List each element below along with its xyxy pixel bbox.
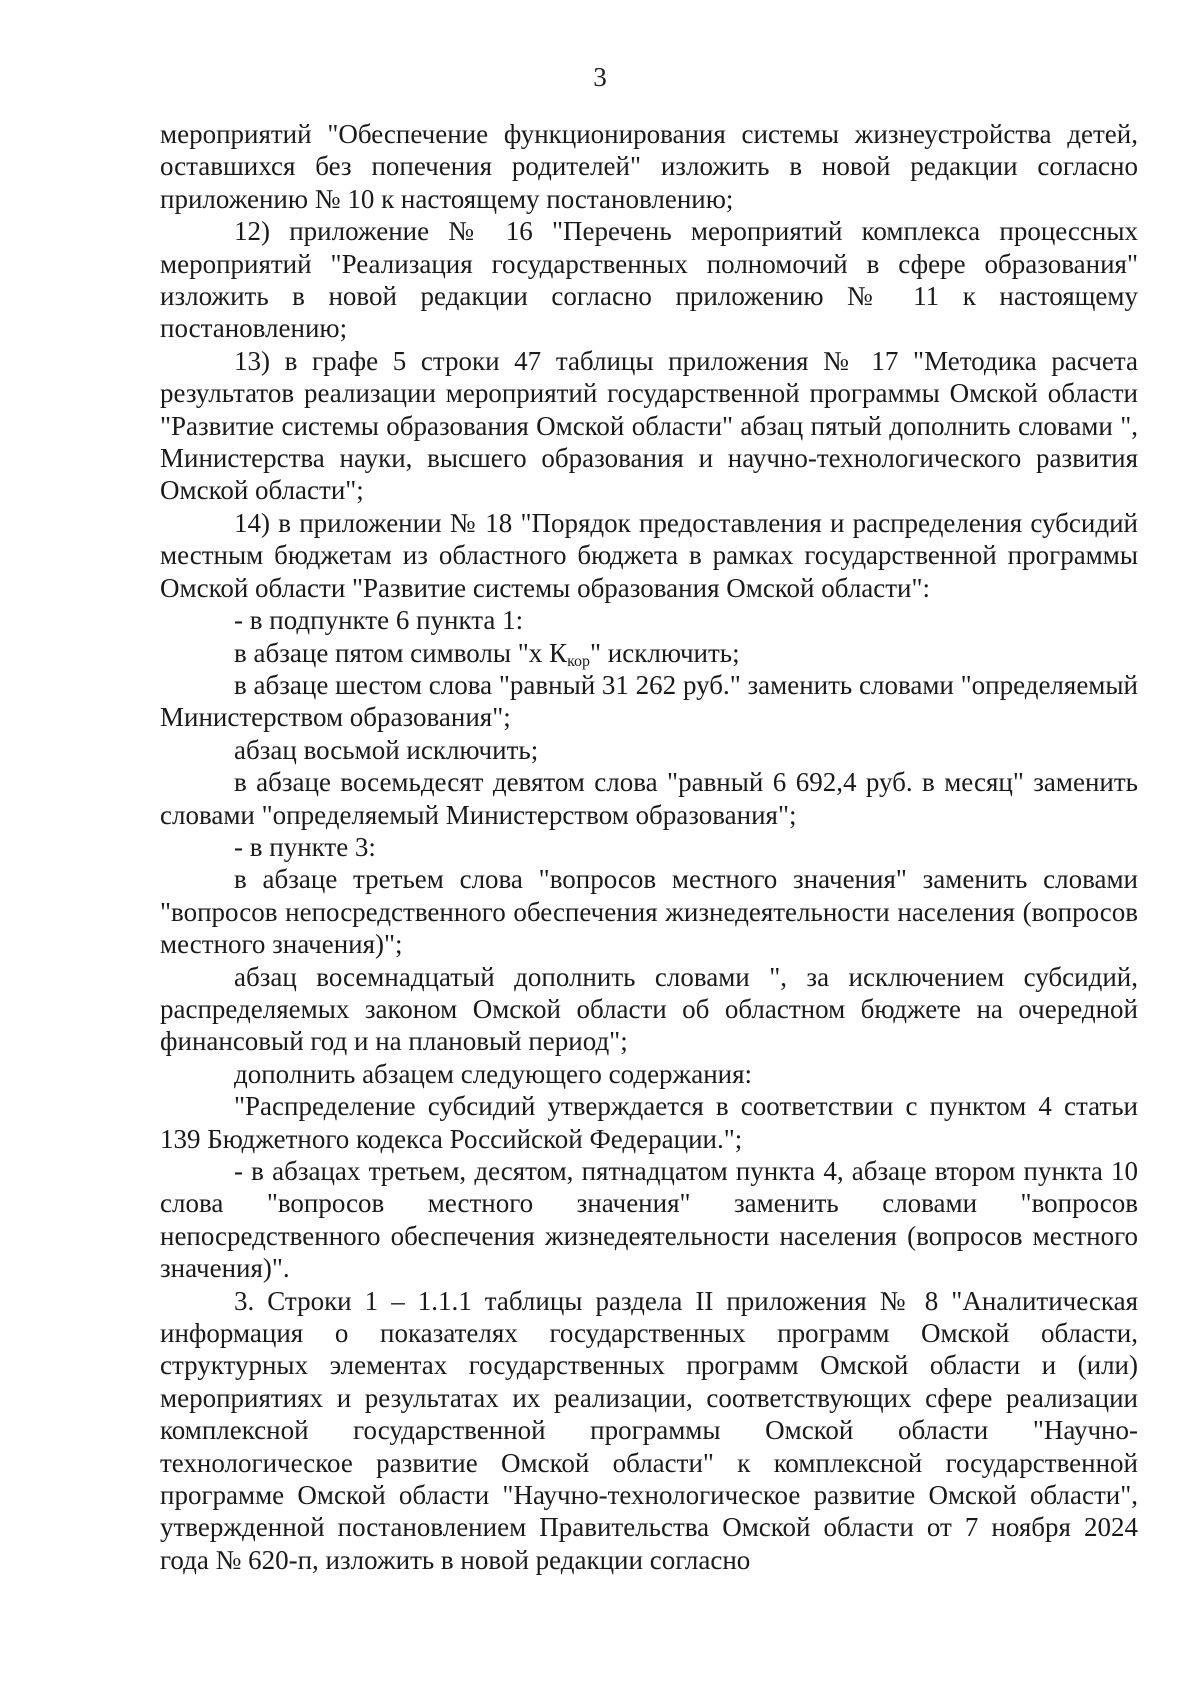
paragraph-item-14: 14) в приложении № 18 "Порядок предоставления и распределения субсидий местным бюджетам из областного бюджета в рамках государственной программы Омской области "Развитие системы образования Омской области": <box>160 507 1138 603</box>
paragraph-point-4-10: - в абзацах третьем, десятом, пятнадцатом пункта 4, абзаце втором пункта 10 слова "вопросов местного значения" заменить словами "вопросов непосредственного обеспечения жизнедеятельности населения (вопросов местного значения)". <box>160 1156 1138 1284</box>
paragraph-item-12: 12) приложение № 16 "Перечень мероприятий комплекса процессных мероприятий "Реализация государственных полномочий в сфере образования" изложить в новой редакции согласно приложению № 11 к настоящему постановлению; <box>160 216 1138 344</box>
paragraph-abzac-89: в абзаце восемьдесят девятом слова "равный 6 692,4 руб. в месяц" заменить словами "определяемый Министерством образования"; <box>160 767 1138 830</box>
document-body <box>160 118 1138 1576</box>
text-after-subscript: " исключить; <box>590 637 740 668</box>
text-before-subscript: в абзаце пятом символы "х К <box>234 637 568 668</box>
paragraph-abzac-third: в абзаце третьем слова "вопросов местного значения" заменить словами "вопросов непосредственного обеспечения жизнедеятельности населения (вопросов местного значения)"; <box>160 864 1138 960</box>
paragraph-add-abzac: дополнить абзацем следующего содержания: <box>234 1058 753 1089</box>
paragraph-continuation: мероприятий "Обеспечение функционирования системы жизнеустройства детей, оставшихся без попечения родителей" изложить в новой редакции согласно приложению № 10 к настоящему постановлению; <box>160 119 1138 214</box>
paragraph-abzac-sixth: в абзаце шестом слова "равный 31 262 руб." заменить словами "определяемый Министерством образования"; <box>160 669 1138 733</box>
paragraph-subpoint-6: - в подпункте 6 пункта 1: <box>234 605 524 636</box>
paragraph-distribution: "Распределение субсидий утверждается в соответствии с пунктом 4 статьи 139 Бюджетного кодекса Российской Федерации."; <box>160 1091 1138 1154</box>
paragraph-item-3: 3. Строки 1 – 1.1.1 таблицы раздела II приложения № 8 "Аналитическая информация о показателях государственных программ Омской области, структурных элементах государственных программ Омской области и (или) мероприятиях и результатах их реализации, соответствующих сфере реализации комплексной государственной программы Омской области "Научно-технологическое развитие Омской области" к комплексной государственной программе Омской области "Научно-технологическое развитие Омской области", утвержденной постановлением Правительства Омской области от 7 ноября 2024 года № 620-п, изложить в новой редакции согласно <box>160 1285 1138 1575</box>
page-number: 3 <box>593 62 607 92</box>
paragraph-point-3: - в пункте 3: <box>234 831 376 862</box>
subscript-kor: кор <box>567 652 591 670</box>
paragraph-abzac-eighth: абзац восьмой исключить; <box>234 734 539 765</box>
paragraph-symbols-exclusion <box>160 637 1138 669</box>
paragraph-abzac-eighteenth: абзац восемнадцатый дополнить словами ", за исключением субсидий, распределяемых законом Омской области об областном бюджете на очередной финансовый год и на плановый период"; <box>160 961 1138 1057</box>
paragraph-item-13: 13) в графе 5 строки 47 таблицы приложения № 17 "Методика расчета результатов реализации мероприятий государственной программы Омской области "Развитие системы образования Омской области" абзац пятый дополнить словами ", Министерства науки, высшего образования и научно-технологического развития Омской области"; <box>160 345 1138 506</box>
